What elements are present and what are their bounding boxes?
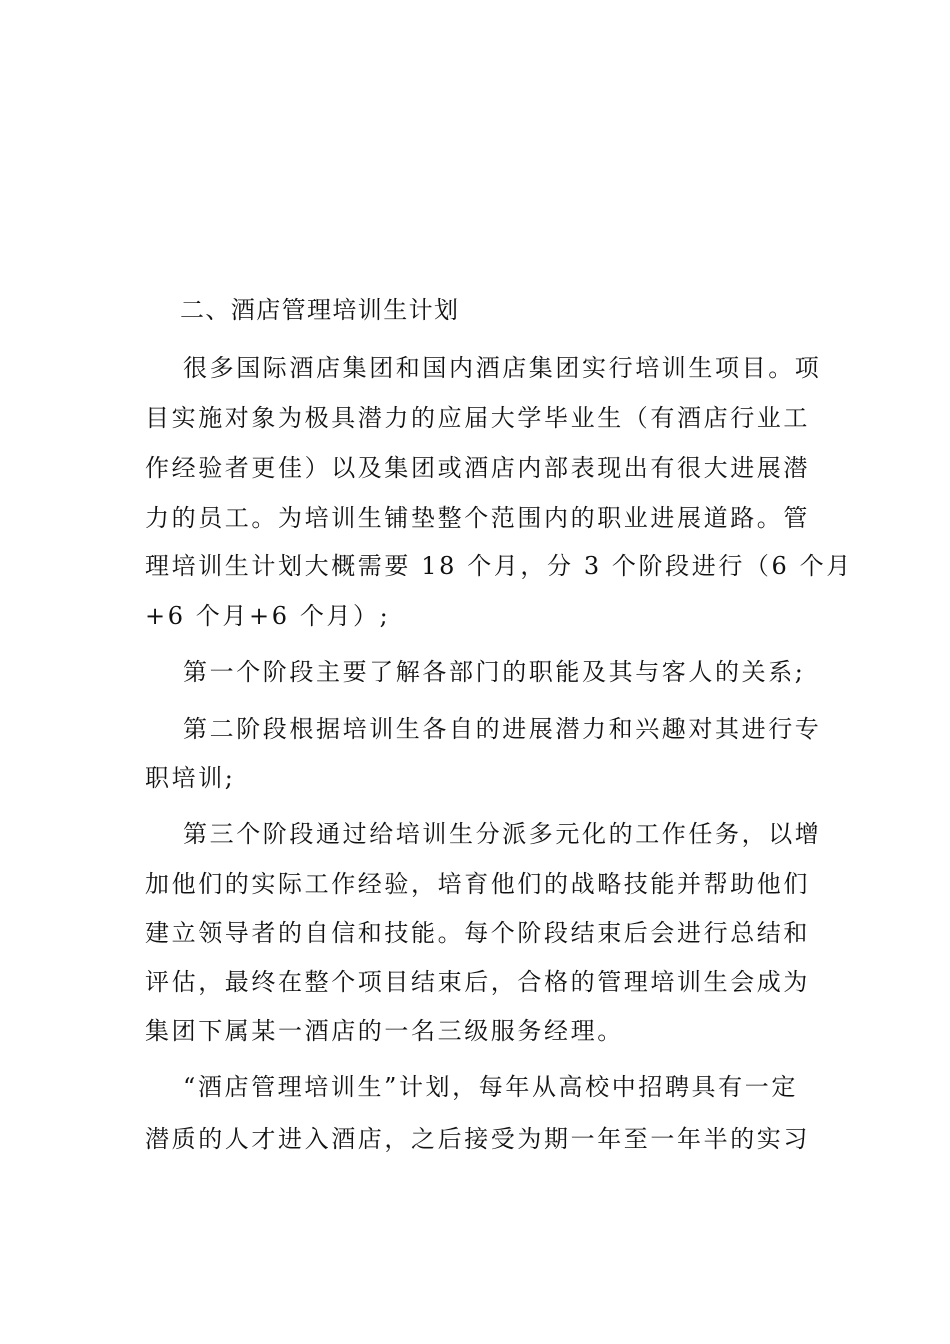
paragraph-line: 力的员工。为培训生铺垫整个范围内的职业进展道路。管 [145,504,810,532]
paragraph-line: 建立领导者的自信和技能。每个阶段结束后会进行总结和 [145,919,810,947]
paragraph-line: 加他们的实际工作经验，培育他们的战略技能并帮助他们 [145,870,810,898]
paragraph-line: 集团下属某一酒店的一名三级服务经理。 [145,1017,624,1045]
paragraph-line: 目实施对象为极具潜力的应届大学毕业生（有酒店行业工 [145,404,810,432]
paragraph-line: 理培训生计划大概需要 18 个月，分 3 个阶段进行（6 个月 [145,552,853,580]
paragraph-line: 第一个阶段主要了解各部门的职能及其与客人的关系; [183,658,806,686]
paragraph-line: 很多国际酒店集团和国内酒店集团实行培训生项目。项 [183,354,822,382]
paragraph-line: 职培训; [145,764,236,792]
paragraph-line: +6 个月+6 个月）; [145,602,391,630]
paragraph-line: 作经验者更佳）以及集团或酒店内部表现出有很大进展潜 [145,454,810,482]
paragraph-line: “酒店管理培训生”计划，每年从高校中招聘具有一定 [183,1073,798,1101]
paragraph-line: 第二阶段根据培训生各自的进展潜力和兴趣对其进行专 [183,715,822,743]
paragraph-line: 潜质的人才进入酒店，之后接受为期一年至一年半的实习 [145,1125,810,1153]
section-heading: 二、酒店管理培训生计划 [180,296,460,324]
paragraph-line: 第三个阶段通过给培训生分派多元化的工作任务，以增 [183,820,822,848]
paragraph-line: 评估，最终在整个项目结束后，合格的管理培训生会成为 [145,968,810,996]
